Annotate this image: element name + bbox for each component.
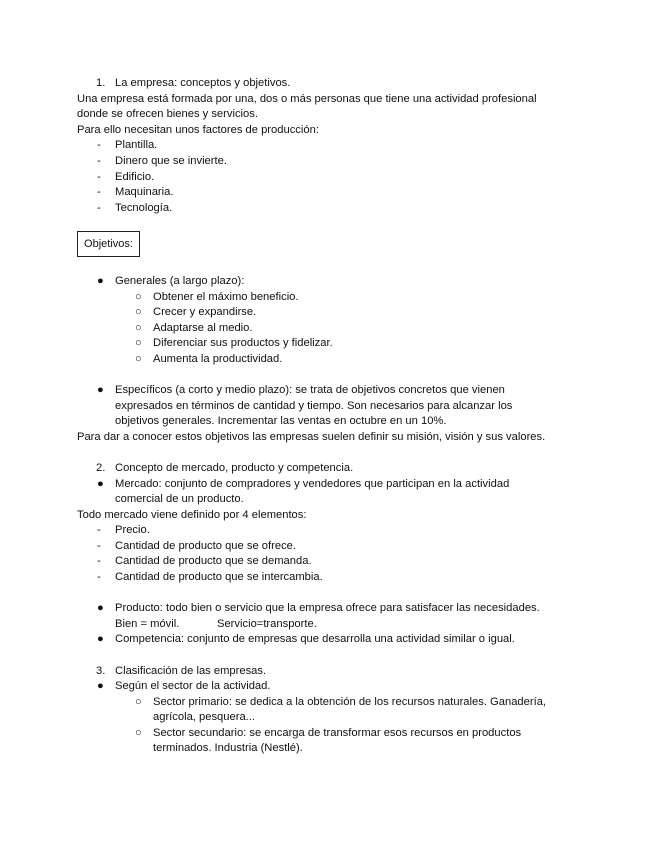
generales-label: Generales (a largo plazo): <box>115 275 245 287</box>
market-element: Cantidad de producto que se intercambia. <box>115 571 323 583</box>
producto-line: Producto: todo bien o servicio que la empresa ofrece para satisfacer las necesidades. <box>115 602 540 614</box>
objetivos-box <box>77 231 140 257</box>
bullet-disc: ● <box>97 478 104 490</box>
closing-paragraph: Para dar a conocer estos objetivos las empresas suelen definir su misión, visión y sus valores. <box>77 431 546 443</box>
bullet-disc: ● <box>97 384 104 396</box>
bullet-disc: ● <box>97 275 104 287</box>
bullet-circle: ○ <box>135 337 142 349</box>
market-element: Precio. <box>115 524 150 536</box>
dash-bullet: - <box>97 186 101 198</box>
mercado-line-1: Mercado: conjunto de compradores y vendedores que participan en la actividad <box>115 478 510 490</box>
bullet-circle: ○ <box>135 696 142 708</box>
factor-item: Plantilla. <box>115 139 158 151</box>
section-1-title: La empresa: conceptos y objetivos. <box>115 77 291 89</box>
market-element: Cantidad de producto que se demanda. <box>115 555 312 567</box>
especificos-line-1: Específicos (a corto y medio plazo): se trata de objetivos concretos que vienen <box>115 384 505 396</box>
secundario-line-2: terminados. Industria (Nestlé). <box>153 742 303 754</box>
especificos-line-2: expresados en términos de cantidad y tiempo. Son necesarios para alcanzar los <box>115 400 513 412</box>
primario-line-1: Sector primario: se dedica a la obtención de los recursos naturales. Ganadería, <box>153 696 547 708</box>
dash-bullet: - <box>97 524 101 536</box>
section-1-number: 1. <box>96 77 106 89</box>
factors-intro: Para ello necesitan unos factores de producción: <box>77 124 319 136</box>
elements-intro: Todo mercado viene definido por 4 elementos: <box>77 509 307 521</box>
dash-bullet: - <box>97 571 101 583</box>
factor-item: Tecnología. <box>115 202 173 214</box>
bullet-disc: ● <box>97 680 104 692</box>
dash-bullet: - <box>97 155 101 167</box>
intro-line-1: Una empresa está formada por una, dos o más personas que tiene una actividad profesional <box>77 93 537 105</box>
bullet-circle: ○ <box>135 353 142 365</box>
dash-bullet: - <box>97 171 101 183</box>
general-objective: Diferenciar sus productos y fidelizar. <box>153 337 333 349</box>
mercado-line-2: comercial de un producto. <box>115 493 244 505</box>
factor-item: Maquinaria. <box>115 186 174 198</box>
general-objective: Adaptarse al medio. <box>153 322 253 334</box>
dash-bullet: - <box>97 540 101 552</box>
bullet-disc: ● <box>97 633 104 645</box>
section-3-number: 3. <box>96 665 106 677</box>
general-objective: Crecer y expandirse. <box>153 306 257 318</box>
competencia-line: Competencia: conjunto de empresas que desarrolla una actividad similar o igual. <box>115 633 515 645</box>
bullet-circle: ○ <box>135 322 142 334</box>
section-3-title: Clasificación de las empresas. <box>115 665 267 677</box>
sector-label: Según el sector de la actividad. <box>115 680 271 692</box>
bullet-disc: ● <box>97 602 104 614</box>
general-objective: Obtener el máximo beneficio. <box>153 291 299 303</box>
primario-line-2: agrícola, pesquera... <box>153 711 255 723</box>
dash-bullet: - <box>97 555 101 567</box>
factor-item: Edificio. <box>115 171 155 183</box>
dash-bullet: - <box>97 202 101 214</box>
bullet-circle: ○ <box>135 306 142 318</box>
general-objective: Aumenta la productividad. <box>153 353 283 365</box>
secundario-line-1: Sector secundario: se encarga de transformar esos recursos en productos <box>153 727 522 739</box>
dash-bullet: - <box>97 139 101 151</box>
objetivos-box-label: Objetivos: <box>84 238 133 250</box>
factor-item: Dinero que se invierte. <box>115 155 227 167</box>
bullet-circle: ○ <box>135 291 142 303</box>
bien-example: Bien = móvil. <box>115 618 180 630</box>
intro-line-2: donde se ofrecen bienes y servicios. <box>77 108 258 120</box>
section-2-title: Concepto de mercado, producto y competencia. <box>115 462 354 474</box>
especificos-line-3: objetivos generales. Incrementar las ventas en octubre en un 10%. <box>115 415 447 427</box>
section-2-number: 2. <box>96 462 106 474</box>
servicio-example: Servicio=transporte. <box>217 618 317 630</box>
market-element: Cantidad de producto que se ofrece. <box>115 540 296 552</box>
bullet-circle: ○ <box>135 727 142 739</box>
